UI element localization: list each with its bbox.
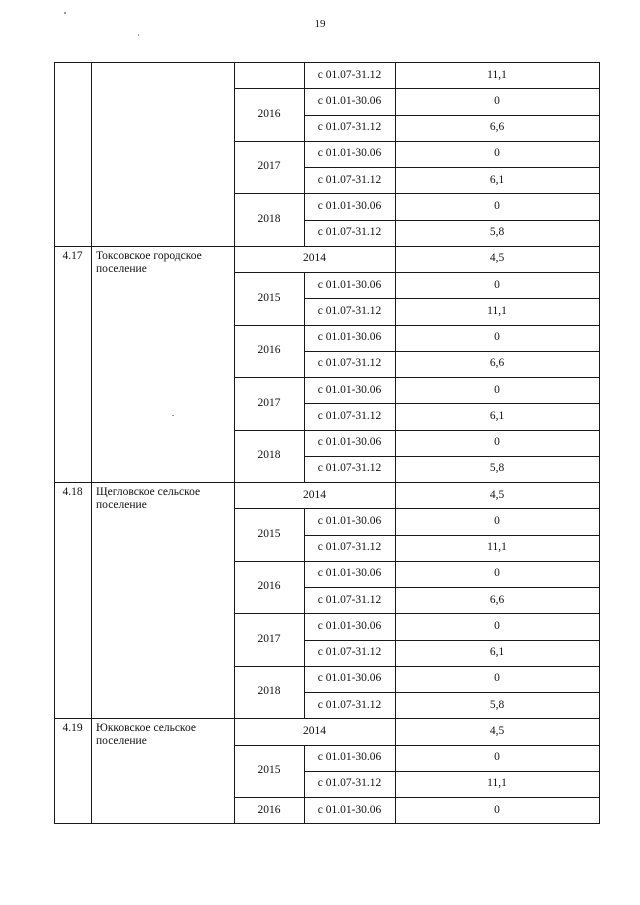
table-rule [599, 62, 600, 823]
value-cell: 0 [494, 331, 500, 344]
period-cell: с 01.01-30.06 [317, 331, 382, 344]
year-cell: 2016 [257, 107, 281, 120]
period-cell: с 01.07-31.12 [317, 462, 382, 475]
value-cell: 0 [494, 199, 500, 212]
year-cell: 2016 [257, 803, 281, 816]
period-cell: с 01.01-30.06 [317, 94, 382, 107]
year-cell: 2014 [303, 488, 326, 501]
year-cell: 2018 [257, 685, 281, 698]
period-cell: с 01.01-30.06 [317, 751, 382, 764]
value-cell: 0 [494, 278, 500, 291]
period-cell: с 01.07-31.12 [317, 226, 382, 239]
year-cell: 2016 [257, 344, 281, 357]
period-cell: с 01.01-30.06 [317, 567, 382, 580]
value-cell: 6,1 [489, 173, 505, 186]
value-cell: 6,1 [489, 409, 505, 422]
period-cell: с 01.07-31.12 [317, 593, 382, 606]
value-cell: 0 [494, 672, 500, 685]
value-cell: 5,8 [489, 226, 505, 239]
table-rule [54, 62, 55, 823]
period-cell: с 01.07-31.12 [317, 121, 382, 134]
value-cell: 4,5 [489, 724, 505, 737]
year-cell: 2017 [257, 160, 281, 173]
year-cell: 2015 [257, 764, 281, 777]
value-cell: 11,1 [487, 304, 507, 317]
year-cell: 2017 [257, 632, 281, 645]
year-cell: 2016 [257, 580, 281, 593]
value-cell: 11,1 [487, 68, 507, 81]
year-cell: 2014 [303, 724, 326, 737]
value-cell: 0 [494, 514, 500, 527]
period-cell: с 01.07-31.12 [317, 646, 382, 659]
value-cell: 6,6 [489, 357, 505, 370]
value-cell: 0 [494, 383, 500, 396]
period-cell: с 01.01-30.06 [317, 514, 382, 527]
value-cell: 0 [494, 94, 500, 107]
value-cell: 11,1 [487, 541, 507, 554]
value-cell: 6,1 [489, 646, 505, 659]
year-cell: 2015 [257, 527, 281, 540]
row-number: 4.18 [62, 486, 83, 498]
value-cell: 0 [494, 803, 500, 816]
value-cell: 0 [494, 751, 500, 764]
value-cell: 4,5 [489, 488, 505, 501]
page-number: 19 [314, 18, 326, 30]
year-cell: 2018 [257, 449, 281, 462]
period-cell: с 01.07-31.12 [317, 357, 382, 370]
value-cell: 4,5 [489, 252, 505, 265]
value-cell: 0 [494, 619, 500, 632]
year-cell: 2018 [257, 212, 281, 225]
value-cell: 11,1 [487, 777, 507, 790]
period-cell: с 01.07-31.12 [317, 68, 382, 81]
year-cell: 2014 [303, 252, 326, 265]
value-cell: 0 [494, 567, 500, 580]
row-number: 4.19 [62, 722, 83, 735]
period-cell: с 01.07-31.12 [317, 304, 382, 317]
table-rule [91, 62, 92, 823]
period-cell: с 01.07-31.12 [317, 173, 382, 186]
value-cell: 5,8 [489, 462, 505, 475]
period-cell: с 01.07-31.12 [317, 698, 382, 711]
row-number: 4.17 [62, 249, 83, 262]
settlement-name: Токсовское городское поселение [96, 249, 202, 275]
value-cell: 0 [494, 436, 500, 449]
period-cell: с 01.01-30.06 [317, 803, 382, 816]
period-cell: с 01.01-30.06 [317, 672, 382, 685]
period-cell: с 01.01-30.06 [317, 278, 382, 291]
period-cell: с 01.01-30.06 [317, 199, 382, 212]
value-cell: 0 [494, 147, 500, 160]
year-cell: 2017 [257, 396, 281, 409]
period-cell: с 01.01-30.06 [317, 436, 382, 449]
table-rule [54, 823, 600, 824]
period-cell: с 01.07-31.12 [317, 409, 382, 422]
settlement-name: Юкковское сельское поселение [96, 722, 196, 748]
period-cell: с 01.01-30.06 [317, 147, 382, 160]
period-cell: с 01.07-31.12 [317, 777, 382, 790]
period-cell: с 01.01-30.06 [317, 619, 382, 632]
value-cell: 6,6 [489, 593, 505, 606]
value-cell: 5,8 [489, 698, 505, 711]
settlement-name: Щегловское сельское поселение [96, 486, 201, 512]
year-cell: 2015 [257, 291, 281, 304]
value-cell: 6,6 [489, 121, 505, 134]
period-cell: с 01.07-31.12 [317, 541, 382, 554]
period-cell: с 01.01-30.06 [317, 383, 382, 396]
